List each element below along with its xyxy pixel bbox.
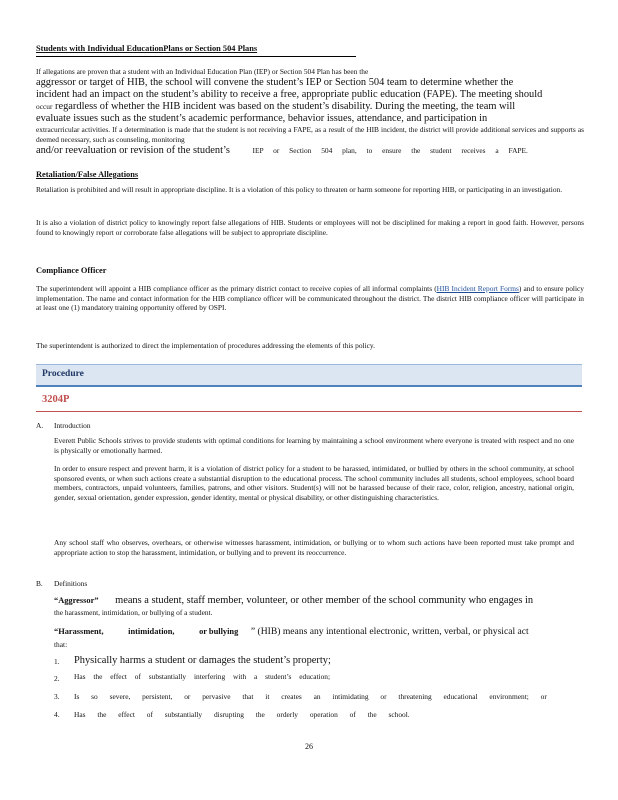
iep-line-4 [36, 101, 584, 113]
iep-line-1: If allegations are proven that a student with an Individual Education Plan (IEP) or Section 504 Plan has been the [36, 67, 369, 76]
compliance-para-2: The superintendent is authorized to direct the implementation of procedures addressing the elements of this policy. [36, 341, 375, 350]
iep-line-4-text: regardless of whether the HIB incident was based on the student’s disability. During the meeting, the team will [55, 101, 516, 112]
iep-line-2: aggressor or target of HIB, the school will convene the student’s IEP or Section 504 team to determine whether the [36, 77, 514, 88]
procedure-label: Procedure [42, 369, 84, 379]
procedure-code: 3204P [42, 394, 70, 405]
def-item-4-number: 4. [54, 710, 60, 719]
compliance-para-1 [36, 284, 584, 313]
def-item-2-text [74, 672, 574, 681]
defs-letter: B. [36, 579, 43, 588]
hib-term-2: intimidation, [128, 627, 175, 636]
def-item-3-text: Is so severe, persistent, or pervasive that it creates an intimidating or threatening educational environment; or [74, 692, 547, 701]
iep-line-7-text: and/or reevaluation or revision of the student’s [36, 145, 230, 156]
def-item-3-number: 3. [54, 692, 60, 701]
iep-line-7 [36, 145, 584, 157]
defs-title: Definitions [54, 579, 88, 588]
def-item-2-text-span: Has the effect of substantially interfering with a student’s education; [74, 672, 331, 681]
intro-para-1: Everett Public Schools strives to provide students with optimal conditions for learning by maintaining a school environment where everyone is treated with respect and no one is physically or emotionally harmed. [54, 436, 574, 455]
intro-para-3: Any school staff who observes, overhears, or otherwise witnesses harassment, intimidation, or bullying or to whom such actions have been reported must take prompt and appropriate action to stop the harassment, intimidation, or bullying and to prevent its reoccurrence. [54, 538, 574, 557]
procedure-banner [36, 364, 582, 387]
iep-line-6: extracurricular activities. If a determination is made that the student is not receiving a FAPE, as a result of the HIB incident, the district will provide additional services and supports as deemed necessary, such as counseling, monitoring [36, 125, 584, 144]
iep-line-5: evaluate issues such as the student’s academic performance, behavior issues, attendance, and participation in [36, 113, 488, 124]
compliance-text-a: The superintendent will appoint a HIB compliance officer as the primary district contact to receive copies of all informal complaints ( [36, 284, 437, 293]
compliance-text-b: ) and to ensure policy implementation. The name and contact information for the HIB compliance officer will be communicated throughout the district. The district HIB compliance officer will participate in at least one (1) mandatory training opportunity offered by OSPI. [36, 284, 584, 313]
hib-def-line-2: that: [54, 640, 68, 649]
intro-para-2: In order to ensure respect and prevent harm, it is a violation of district policy for a student to be harassed, intimidated, or bullied by others in the school community, at school sponsored events, or when such actions create a substantial disruption to the educational process. The school community includes all students, school employees, school board members, contractors, unpaid volunteers, families, patrons, and other visitors. Student(s) will not be harassed because of their race, color, religion, ancestry, national origin, gender, sexual orientation, gender expression, gender identity, mental or physical disability, or other distinguishing characteristics. [54, 464, 574, 502]
iep-line-3: incident had an impact on the student’s ability to receive a free, appropriate public education (FAPE). The meeting should [36, 89, 543, 100]
hib-def-text: ” (HIB) means any intentional electronic, written, verbal, or physical act [250, 626, 529, 637]
def-item-4-text: Has the effect of substantially disrupting the orderly operation of the school. [74, 710, 410, 719]
retaliation-para-2: It is also a violation of district policy to knowingly report false allegations of HIB. Students or employees will not be disciplined for making a report in good faith. However, persons found to knowingly report or corroborate false allegations will be subject to appropriate discipline. [36, 218, 584, 237]
section-heading-retaliation: Retaliation/False Allegations [36, 170, 139, 179]
aggressor-definition [54, 595, 574, 607]
intro-title: Introduction [54, 421, 91, 430]
procedure-code-rule [36, 411, 582, 412]
aggressor-term: “Aggressor” [54, 596, 99, 605]
hib-term-3: or bullying [199, 627, 239, 636]
hib-incident-report-forms-link[interactable]: HIB Incident Report Forms [436, 284, 519, 293]
def-item-1-text: Physically harms a student or damages the student’s property; [74, 655, 331, 666]
def-item-2-number: 2. [54, 674, 60, 683]
aggressor-def-text: means a student, staff member, volunteer, or other member of the school community who engages in [115, 595, 534, 606]
iep-line-7-tail: IEP or Section 504 plan, to ensure the student receives a FAPE. [252, 146, 528, 155]
hib-definition [54, 626, 574, 638]
aggressor-def-line-2: the harassment, intimidation, or bullying of a student. [54, 608, 213, 617]
intro-letter: A. [36, 421, 44, 430]
iep-occur: occur [36, 102, 53, 111]
retaliation-para-1: Retaliation is prohibited and will result in appropriate discipline. It is a violation of this policy to threaten or harm someone for reporting HIB, or participating in an investigation. [36, 185, 563, 194]
section-heading-compliance: Compliance Officer [36, 266, 107, 275]
page-number: 26 [305, 742, 313, 751]
section-heading-iep: Students with Individual EducationPlans or Section 504 Plans [36, 44, 258, 53]
def-item-1-number: 1. [54, 657, 60, 666]
heading-rule [36, 56, 356, 57]
hib-term-1: “Harassment, [54, 627, 104, 636]
